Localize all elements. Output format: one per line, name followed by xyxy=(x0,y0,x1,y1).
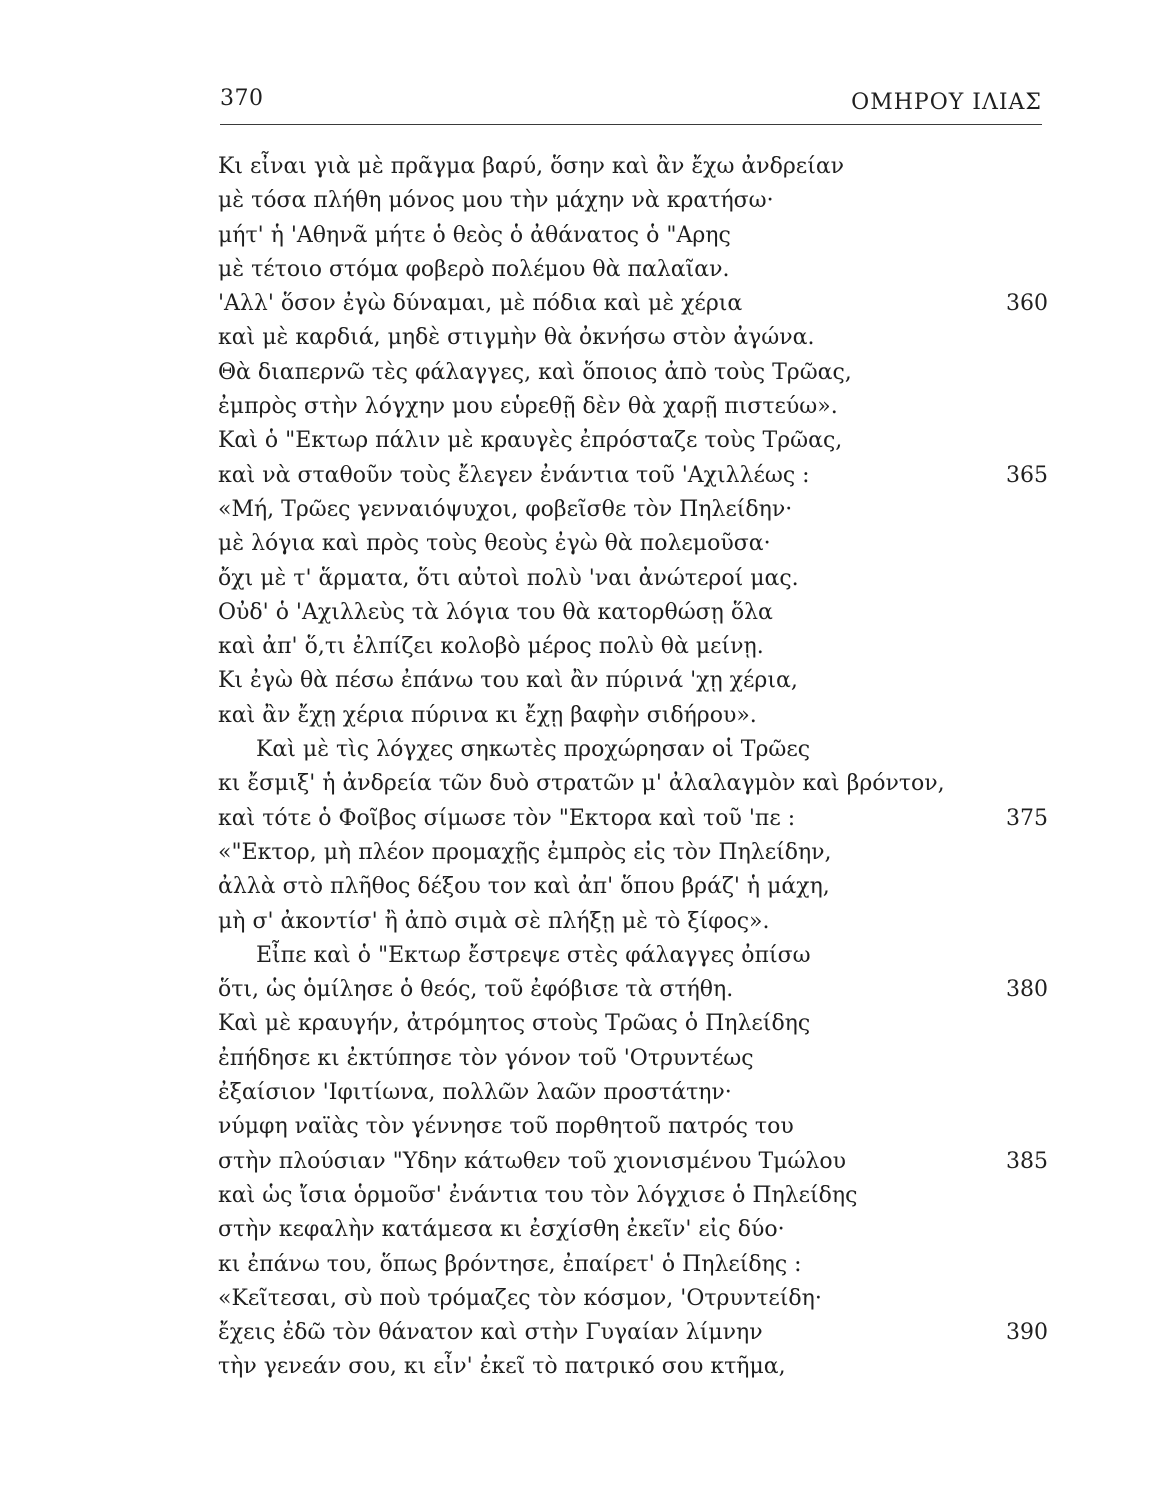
line-number: 365 xyxy=(1006,462,1048,488)
verse-text: ἐξαίσιον 'Ιφιτίωνα, πολλῶν λαῶν προστάτην· xyxy=(218,1080,732,1106)
verse-line xyxy=(218,527,1048,561)
verse-line xyxy=(218,1248,1048,1282)
verse-text: Καὶ ὁ "Εκτωρ πάλιν μὲ κραυγὲς ἐπρόσταζε τοὺς Τρῶας, xyxy=(218,428,843,454)
verse-line xyxy=(218,1350,1048,1384)
verse-line xyxy=(218,321,1048,355)
verse-block xyxy=(218,150,1048,1385)
verse-line xyxy=(218,219,1048,253)
verse-line xyxy=(218,630,1048,664)
verse-text: καὶ ἀπ' ὅ,τι ἐλπίζει κολοβὸ μέρος πολὺ θὰ μείνῃ. xyxy=(218,634,764,660)
verse-text: καὶ νὰ σταθοῦν τοὺς ἔλεγεν ἐνάντια τοῦ 'Αχιλλέως : xyxy=(218,462,810,488)
verse-text: Καὶ μὲ κραυγήν, ἀτρόμητος στοὺς Τρῶας ὁ Πηλείδης xyxy=(218,1011,811,1037)
verse-line xyxy=(218,1213,1048,1247)
verse-line xyxy=(218,870,1048,904)
verse-line xyxy=(218,1316,1048,1350)
verse-line xyxy=(218,390,1048,424)
verse-text: ἔχεις ἐδῶ τὸν θάνατον καὶ στὴν Γυγαίαν λίμνην xyxy=(218,1320,763,1346)
verse-text: ὄχι μὲ τ' ἅρματα, ὅτι αὐτοὶ πολὺ 'ναι ἀνώτεροί μας. xyxy=(218,565,799,591)
page-header xyxy=(220,78,1042,128)
verse-text: καὶ μὲ καρδιά, μηδὲ στιγμὴν θὰ ὀκνήσω στὸν ἀγώνα. xyxy=(218,325,815,351)
verse-text: μὲ λόγια καὶ πρὸς τοὺς θεοὺς ἐγὼ θὰ πολεμοῦσα· xyxy=(218,531,771,557)
verse-line xyxy=(218,1145,1048,1179)
running-title: ΟΜΗΡΟΥ ΙΛΙΑΣ xyxy=(851,90,1042,115)
verse-text: 'Αλλ' ὅσον ἐγὼ δύναμαι, μὲ πόδια καὶ μὲ χέρια xyxy=(218,291,743,317)
line-number: 360 xyxy=(1006,291,1048,317)
page-number: 370 xyxy=(220,86,264,111)
verse-line xyxy=(218,1076,1048,1110)
verse-text: καὶ ἂν ἔχῃ χέρια πύρινα κι ἔχῃ βαφὴν σιδήρου». xyxy=(218,702,757,728)
verse-line xyxy=(218,1042,1048,1076)
verse-line xyxy=(218,939,1048,973)
line-number: 380 xyxy=(1006,977,1048,1003)
verse-line xyxy=(218,253,1048,287)
verse-line xyxy=(218,596,1048,630)
verse-text: στὴν κεφαλὴν κατάμεσα κι ἐσχίσθη ἐκεῖν' εἰς δύο· xyxy=(218,1217,785,1243)
line-number: 375 xyxy=(1006,805,1048,831)
verse-text: «Κεῖτεσαι, σὺ ποὺ τρόμαζες τὸν κόσμον, 'Οτρυντείδη· xyxy=(218,1285,822,1311)
verse-text: κι ἐπάνω του, ὅπως βρόντησε, ἐπαίρετ' ὁ Πηλείδης : xyxy=(218,1251,802,1277)
verse-text: νύμφη ναϊὰς τὸν γέννησε τοῦ πορθητοῦ πατρός του xyxy=(218,1114,794,1140)
verse-line xyxy=(218,287,1048,321)
verse-text: ἀλλὰ στὸ πλῆθος δέξου τον καὶ ἀπ' ὅπου βράζ' ἡ μάχη, xyxy=(218,874,830,900)
verse-text: Θὰ διαπερνῶ τὲς φάλαγγες, καὶ ὅποιος ἀπὸ τοὺς Τρῶας, xyxy=(218,359,852,385)
verse-line xyxy=(218,356,1048,390)
line-number: 385 xyxy=(1006,1148,1048,1174)
verse-line xyxy=(218,836,1048,870)
verse-text: ἐμπρὸς στὴν λόγχην μου εὑρεθῇ δὲν θὰ χαρῇ πιστεύω». xyxy=(218,394,838,420)
verse-text: «"Εκτορ, μὴ πλέον προμαχῇς ἐμπρὸς εἰς τὸν Πηλείδην, xyxy=(218,839,832,865)
verse-text: Εἶπε καὶ ὁ "Εκτωρ ἔστρεψε στὲς φάλαγγες ὀπίσω xyxy=(256,942,811,968)
verse-line xyxy=(218,699,1048,733)
verse-line xyxy=(218,802,1048,836)
verse-text: μήτ' ἡ 'Αθηνᾶ μήτε ὁ θεὸς ὁ ἀθάνατος ὁ "Αρης xyxy=(218,222,731,248)
verse-line xyxy=(218,459,1048,493)
verse-text: καὶ τότε ὁ Φοῖβος σίμωσε τὸν "Εκτορα καὶ τοῦ 'πε : xyxy=(218,805,796,831)
verse-line xyxy=(218,1110,1048,1144)
line-number: 390 xyxy=(1006,1320,1048,1346)
verse-line xyxy=(218,562,1048,596)
verse-line xyxy=(218,424,1048,458)
verse-text: ἐπήδησε κι ἐκτύπησε τὸν γόνον τοῦ 'Οτρυντέως xyxy=(218,1045,754,1071)
verse-line xyxy=(218,733,1048,767)
verse-text: Κι εἶναι γιὰ μὲ πρᾶγμα βαρύ, ὅσην καὶ ἂν ἔχω ἀνδρείαν xyxy=(218,154,845,179)
verse-line xyxy=(218,767,1048,801)
verse-line xyxy=(218,1007,1048,1041)
verse-line xyxy=(218,664,1048,698)
verse-text: Καὶ μὲ τὶς λόγχες σηκωτὲς προχώρησαν οἱ Τρῶες xyxy=(256,737,811,763)
verse-text: μὴ σ' ἀκοντίσ' ἢ ἀπὸ σιμὰ σὲ πλήξῃ μὲ τὸ ξίφος». xyxy=(218,908,770,934)
verse-text: μὲ τόσα πλήθη μόνος μου τὴν μάχην νὰ κρατήσω· xyxy=(218,188,774,214)
verse-line xyxy=(218,184,1048,218)
verse-line xyxy=(218,1282,1048,1316)
verse-text: μὲ τέτοιο στόμα φοβερὸ πολέμου θὰ παλαῖαν. xyxy=(218,256,730,282)
verse-text: ὅτι, ὡς ὁμίλησε ὁ θεός, τοῦ ἐφόβισε τὰ στήθη. xyxy=(218,977,734,1003)
verse-text: στὴν πλούσιαν "Υδην κάτωθεν τοῦ χιονισμένου Τμώλου xyxy=(218,1148,846,1174)
verse-text: καὶ ὡς ἴσια ὁρμοῦσ' ἐνάντια του τὸν λόγχισε ὁ Πηλείδης xyxy=(218,1182,858,1208)
verse-line xyxy=(218,973,1048,1007)
header-rule xyxy=(220,124,1042,125)
verse-text: Οὐδ' ὁ 'Αχιλλεὺς τὰ λόγια του θὰ κατορθώσῃ ὅλα xyxy=(218,599,773,625)
verse-text: τὴν γενεάν σου, κι εἶν' ἐκεῖ τὸ πατρικό σου κτῆμα, xyxy=(218,1354,786,1380)
verse-line xyxy=(218,493,1048,527)
verse-line xyxy=(218,905,1048,939)
verse-text: «Μή, Τρῶες γενναιόψυχοι, φοβεῖσθε τὸν Πηλείδην· xyxy=(218,496,793,522)
verse-line xyxy=(218,1179,1048,1213)
verse-text: Κι ἐγὼ θὰ πέσω ἐπάνω του καὶ ἂν πύρινά 'χῃ χέρια, xyxy=(218,668,798,694)
verse-text: κι ἔσμιξ' ἡ ἀνδρεία τῶν δυὸ στρατῶν μ' ἀλαλαγμὸν καὶ βρόντον, xyxy=(218,771,945,797)
verse-line xyxy=(218,150,1048,184)
